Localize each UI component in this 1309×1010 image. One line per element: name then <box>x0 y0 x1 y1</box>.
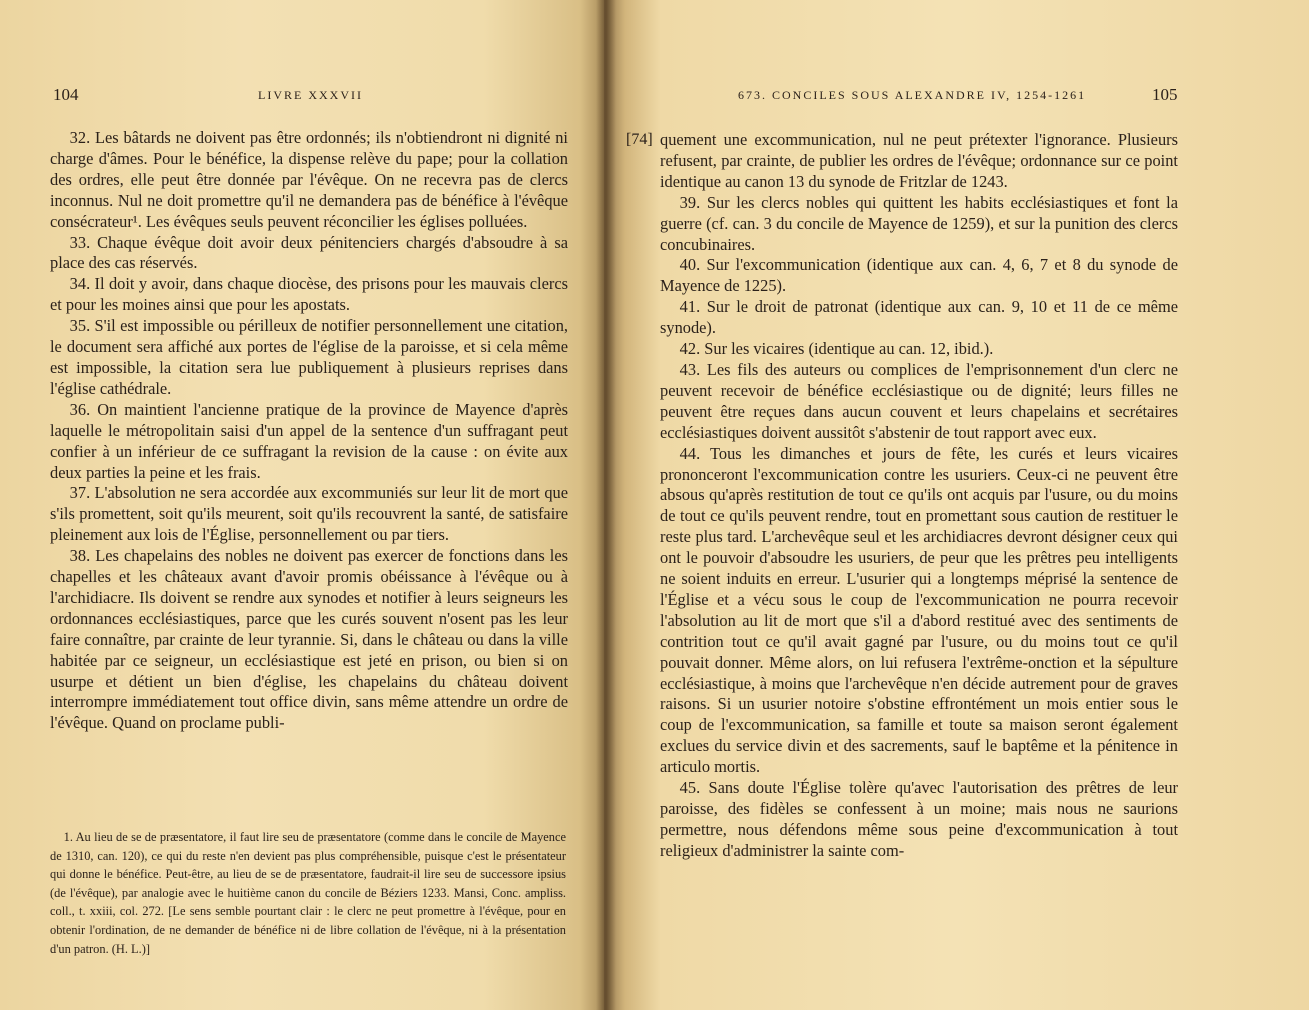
paragraph-42: 42. Sur les vicaires (identique au can. 12, ibid.). <box>679 339 994 359</box>
paragraph-44: 44. Tous les dimanches et jours de fête, les curés et leurs vicaires prononceront l'excommunication contre les usuriers. Ceux-ci ne peuvent être absous qu'après restitution de tout ce qu'ils ont acquis par l'usure, ou du moins de tout ce qu'ils peuvent rendre, tout en promettant sous caution de restituer le reste plus tard. L'archevêque seul et les archidiacres devront désigner ceux qui ont le pouvoir d'absoudre les usuriers, de peur que les prêtres peu intelligents ne soient induits en erreur. L'usurier qui a longtemps méprisé la sentence de l'Église et a vécu sous le coup de l'excommunication ne pourra recevoir l'absolution au lit de mort que s'il a d'abord restitué avec des sentiments de contrition tout ce qu'il avait gagné par l'usure, ou du moins tout ce qu'il pouvait donner. Même alors, on lui refusera l'extrême-onction et la sépulture ecclésiastique, à moins que l'archevêque n'en décide autrement pour de graves raisons. Si un usurier notoire s'obstine effrontément un mois entier sous le coup de l'excommunication, sa famille et toute sa maison seront également exclues du service divin et des sacrements, sauf le baptême et la pénitence in articulo mortis. <box>660 443 1178 777</box>
paragraph-38: 38. Les chapelains des nobles ne doivent pas exercer de fonctions dans les chapelles et les châteaux avant d'avoir promis obéissance à l'évêque ou à l'archidiacre. Ils doivent se rendre aux synodes et notifier à leurs seigneurs les ordonnances ecclésiastiques, parce que les curés souvent n'osent pas les leur faire connaître, par crainte de leur tyrannie. Si, dans le château ou dans la ville habitée par ce seigneur, un ecclésiastique est jeté en prison, ou bien si on usurpe et détient un bien d'église, les chapelains du château doivent interrompre immédiatement tout office divin, sans même attendre un ordre de l'évêque. Quand on proclame publi- <box>50 546 568 733</box>
page-number-left: 104 <box>53 85 79 104</box>
left-page <box>0 0 604 1010</box>
paragraph-43: 43. Les fils des auteurs ou complices de l'emprisonnement d'un clerc ne peuvent recevoir de bénéfice ecclésiastique ou de dignité; leurs filles ne peuvent être reçues dans aucun couvent et leurs chapelains et secrétaires ecclésiastiques doivent aussitôt s'abstenir de tout rapport avec eux. <box>660 359 1178 442</box>
paragraph-33: 33. Chaque évêque doit avoir deux pénitenciers chargés d'absoudre à sa place des cas réservés. <box>50 232 568 273</box>
footnote-block <box>50 828 566 958</box>
paragraph-40: 40. Sur l'excommunication (identique aux can. 4, 6, 7 et 8 du synode de Mayence de 1225). <box>660 255 1178 296</box>
paragraph-39: 39. Sur les clercs nobles qui quittent les habits ecclésiastiques et font la guerre (cf. can. 3 du concile de Mayence de 1259), et sur la punition des clercs concubinaires. <box>660 192 1178 254</box>
page-number-right: 105 <box>1152 85 1178 104</box>
right-page <box>604 0 1309 1010</box>
left-body-text <box>50 128 568 734</box>
footnote-1: 1. Au lieu de se de præsentatore, il faut lire seu de præsentatore (comme dans le concile de Mayence de 1310, can. 120), ce qui du reste n'en devient pas plus compréhensible, puisque c'est le présentateur qui donne le bénéfice. Peut-être, au lieu de se de præsentatore, faudrait-il lire seu de successore ipsius (de l'évêque), par analogie avec le huitième canon du concile de Béziers 1233. Mansi, Conc. ampliss. coll., t. xxiii, col. 272. [Le sens semble pourtant clair : le clerc ne peut promettre à l'évêque, pour en obtenir l'ordination, de ne demander de bénéfice ni de libre collation de l'évêque, ni à la présentation d'un patron. (H. L.)] <box>50 830 566 956</box>
paragraph-45: 45. Sans doute l'Église tolère qu'avec l'autorisation des prêtres de leur paroisse, des fidèles se confessent à un moine; mais nous ne saurions permettre, nous défendons même sous peine d'excommunication à tout religieux d'administrer la sainte com- <box>660 778 1178 860</box>
paragraph-35: 35. S'il est impossible ou périlleux de notifier personnellement une citation, le document sera affiché aux portes de l'église de la paroisse, et si cela même est impossible, la citation sera lue publiquement à plusieurs reprises dans l'église cathédrale. <box>50 316 568 398</box>
margin-page-reference: [74] <box>626 131 653 148</box>
running-head-left: LIVRE XXXVII <box>258 88 363 102</box>
running-head-right: 673. CONCILES SOUS ALEXANDRE IV, 1254-1261 <box>738 88 1087 102</box>
paragraph-37: 37. L'absolution ne sera accordée aux excommuniés sur leur lit de mort que s'ils promettent, soit qu'ils meurent, soit qu'ils recouvrent la santé, de satisfaire pleinement aux lois de l'Église, personnellement ou par tiers. <box>50 483 568 545</box>
paragraph-38-continued: quement une excommunication, nul ne peut prétexter l'ignorance. Plusieurs refusent, par crainte, de publier les ordres de l'évêque; ordonnance sur ce point identique au canon 13 du synode de Fritzlar de 1243. <box>660 130 1178 191</box>
book-gutter <box>596 0 616 1010</box>
right-body-text <box>660 130 1178 862</box>
paragraph-34: 34. Il doit y avoir, dans chaque diocèse, des prisons pour les mauvais clercs et pour les moines ainsi que pour les apostats. <box>50 274 568 315</box>
paragraph-36: 36. On maintient l'ancienne pratique de la province de Mayence d'après laquelle le métropolitain saisi d'un appel de la sentence d'un suffragant peut confier à un inférieur de ce suffragant la revision de la cause : on évite aux deux parties la peine et les frais. <box>50 399 568 482</box>
paragraph-41: 41. Sur le droit de patronat (identique aux can. 9, 10 et 11 de ce même synode). <box>660 297 1178 338</box>
paragraph-32: 32. Les bâtards ne doivent pas être ordonnés; ils n'obtiendront ni dignité ni charge d'âmes. Pour le bénéfice, la dispense relève du pape; pour la collation des ordres, elle peut être donnée par l'évêque. On ne recevra pas de clercs inconnus. Nul ne doit promettre qu'il ne demandera pas de bénéfice à l'évêque consécrateur¹. Les évêques seuls peuvent réconcilier les églises polluées. <box>50 128 568 231</box>
